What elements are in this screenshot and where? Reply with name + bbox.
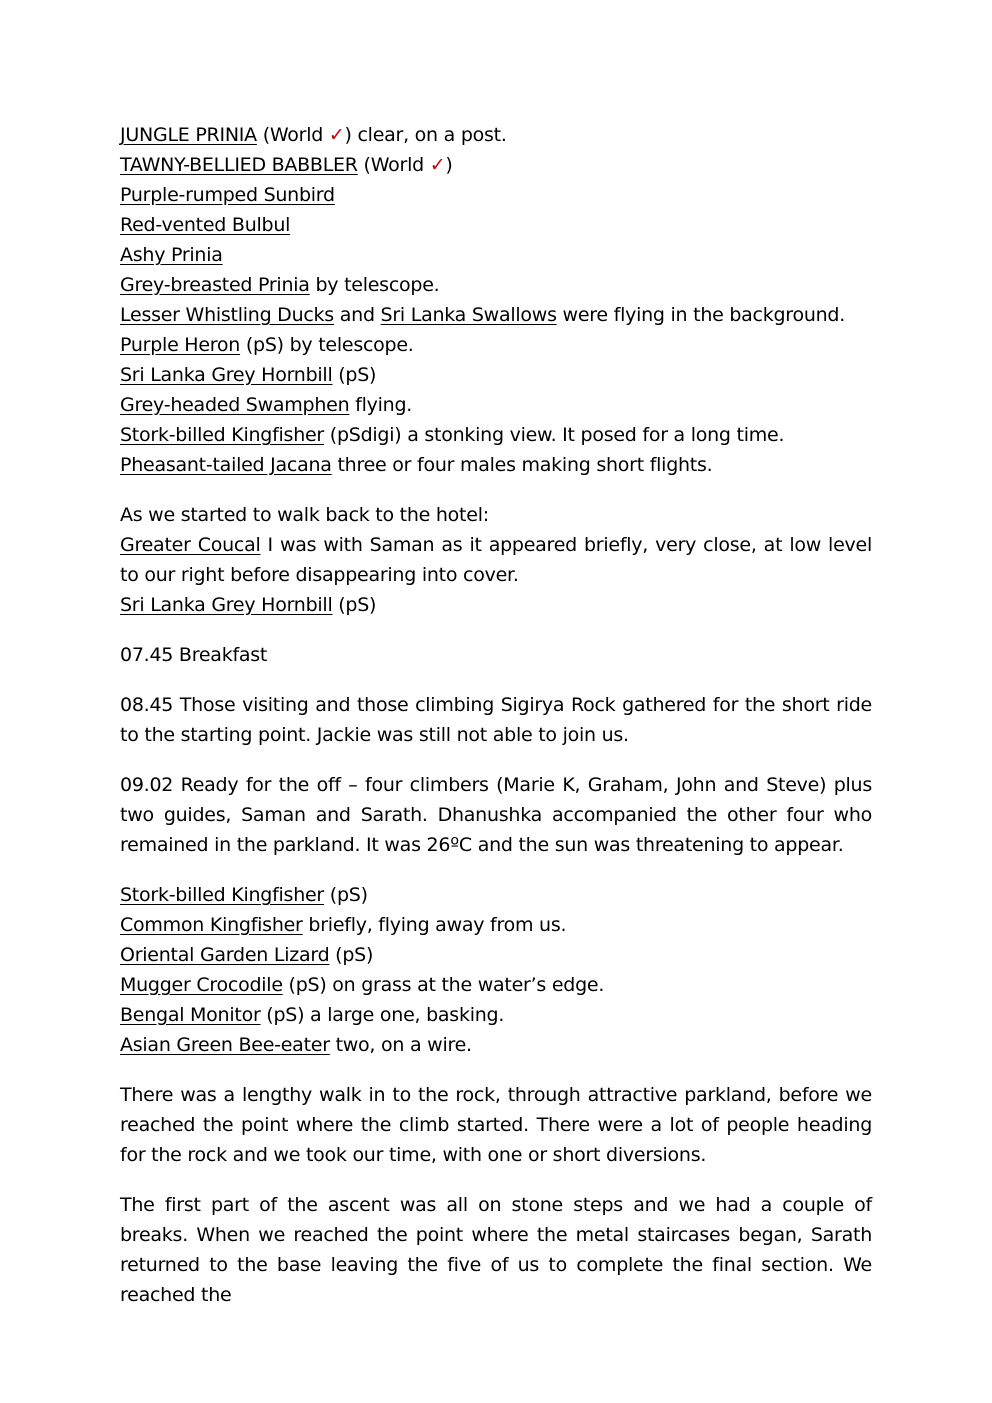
page-content — [120, 120, 872, 1310]
breakfast-entry: 07.45 Breakfast — [120, 644, 268, 666]
check-icon: ✓ — [429, 154, 446, 176]
species-name: Greater Coucal — [120, 534, 261, 556]
species-line — [120, 180, 872, 210]
species-name: Common Kingfisher — [120, 914, 303, 936]
species-name: Oriental Garden Lizard — [120, 944, 330, 966]
species-line: TAWNY-BELLIED BABBLER (World ✓) — [120, 154, 453, 176]
species-name: Sri Lanka Grey Hornbill — [120, 594, 333, 616]
species-name: Mugger Crocodile — [120, 974, 283, 996]
species-line: Stork-billed Kingfisher (pSdigi) a stonking view. It posed for a long time. — [120, 424, 785, 446]
species-name: Stork-billed Kingfisher — [120, 424, 324, 446]
species-list-1 — [120, 120, 872, 480]
paragraph-ascent: The first part of the ascent was all on stone steps and we had a couple of breaks. When we reached the point where the metal staircases began, Sarath returned to the base leaving the five of us to complete the final section. We reached the — [120, 1194, 872, 1306]
species-line: Grey-headed Swamphen flying. — [120, 394, 413, 416]
species-line: Stork-billed Kingfisher (pS) — [120, 884, 368, 906]
species-line: Oriental Garden Lizard (pS) — [120, 944, 374, 966]
species-line: Lesser Whistling Ducks and Sri Lanka Swallows were flying in the background. — [120, 304, 846, 326]
paragraph-0845: 08.45 Those visiting and those climbing Sigirya Rock gathered for the short ride to the starting point. Jackie was still not able to join us. — [120, 694, 872, 746]
species-name: Bengal Monitor — [120, 1004, 261, 1026]
species-line: Sri Lanka Grey Hornbill (pS) — [120, 594, 377, 616]
check-icon: ✓ — [328, 124, 345, 146]
species-line: Bengal Monitor (pS) a large one, basking. — [120, 1004, 505, 1026]
species-line: Mugger Crocodile (pS) on grass at the water’s edge. — [120, 974, 605, 996]
species-name: Sri Lanka Grey Hornbill — [120, 364, 333, 386]
species-list-2 — [120, 880, 872, 1060]
species-name: JUNGLE PRINIA — [120, 124, 257, 146]
species-line: Pheasant-tailed Jacana three or four males making short flights. — [120, 454, 713, 476]
species-line: Purple Heron (pS) by telescope. — [120, 334, 414, 356]
species-line: Grey-breasted Prinia by telescope. — [120, 274, 440, 296]
species-line — [120, 210, 872, 240]
species-name: Pheasant-tailed Jacana — [120, 454, 332, 476]
paragraph-walk: There was a lengthy walk in to the rock, through attractive parkland, before we reached the point where the climb started. There were a lot of people heading for the rock and we took our time, with one or short diversions. — [120, 1084, 872, 1166]
species-name: Grey-headed Swamphen — [120, 394, 350, 416]
walk-back-intro: As we started to walk back to the hotel: — [120, 504, 489, 526]
species-name: Stork-billed Kingfisher — [120, 884, 324, 906]
paragraph-0902: 09.02 Ready for the off – four climbers (Marie K, Graham, John and Steve) plus two guides, Saman and Sarath. Dhanushka accompanied the other four who remained in the parkland. It was 26ºC and the sun was threatening to appear. — [120, 774, 872, 856]
species-name: Purple Heron — [120, 334, 241, 356]
species-name: Asian Green Bee-eater — [120, 1034, 330, 1056]
species-name: Lesser Whistling Ducks — [120, 304, 334, 326]
species-name: Red-vented Bulbul — [120, 214, 291, 236]
species-name: TAWNY-BELLIED BABBLER — [120, 154, 358, 176]
species-line: JUNGLE PRINIA (World ✓) clear, on a post. — [120, 124, 507, 146]
species-name: Purple-rumped Sunbird — [120, 184, 335, 206]
species-line: Asian Green Bee-eater two, on a wire. — [120, 1034, 472, 1056]
species-name: Sri Lanka Swallows — [380, 304, 557, 326]
species-line: Common Kingfisher briefly, flying away from us. — [120, 914, 567, 936]
walk-back-section — [120, 500, 872, 620]
species-name: Ashy Prinia — [120, 244, 223, 266]
species-line — [120, 240, 872, 270]
species-name: Grey-breasted Prinia — [120, 274, 310, 296]
species-line: Sri Lanka Grey Hornbill (pS) — [120, 364, 377, 386]
coucal-entry: Greater Coucal I was with Saman as it appeared briefly, very close, at low level to our right before disappearing into cover. — [120, 534, 872, 586]
